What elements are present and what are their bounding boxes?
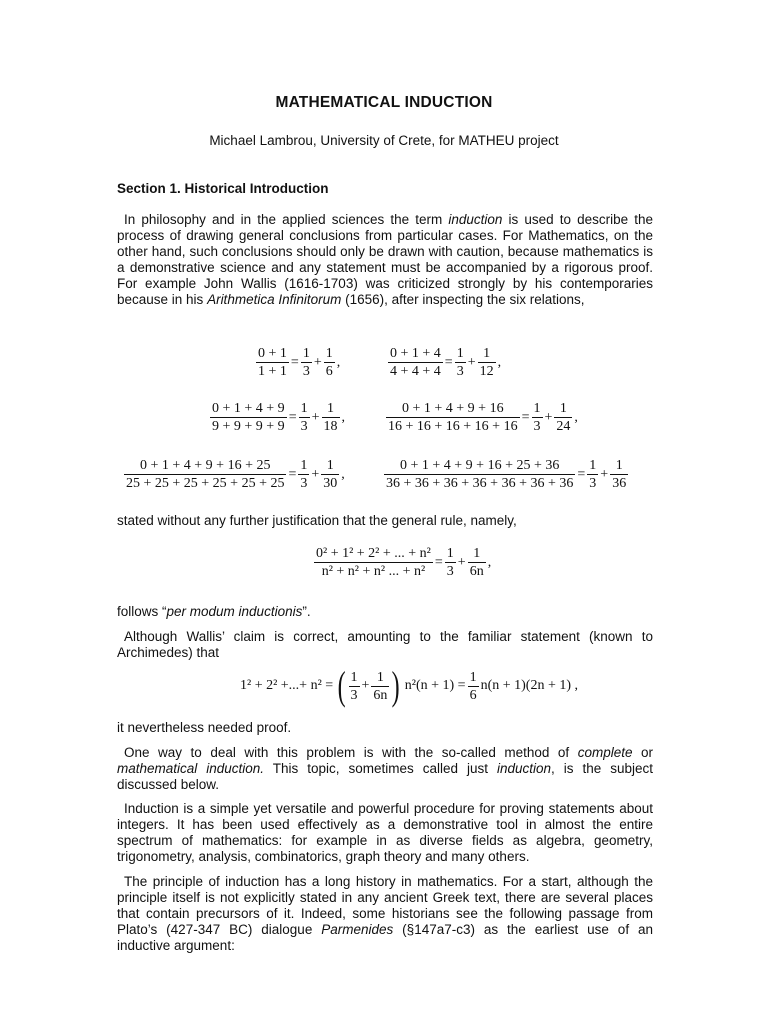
text: One way to deal with this problem is with the so-called method of [124, 745, 578, 760]
emphasis: complete [577, 745, 633, 760]
text: ”. [302, 604, 311, 619]
text: stated without any further justification that the general rule, namely, [117, 513, 517, 528]
eq-b: 3 [589, 476, 597, 491]
eq-c: 1 [325, 346, 333, 361]
eq-d: 24 [556, 419, 571, 434]
text: In philosophy and in the applied sciences the term [124, 212, 449, 227]
text: or [632, 745, 653, 760]
eq-b: 3 [533, 419, 541, 434]
eq-a: 1 [589, 458, 597, 473]
eq-end: , [487, 554, 492, 570]
eq-numerator: 0 + 1 + 4 + 9 + 16 + 25 + 36 [400, 458, 560, 473]
text: This topic, sometimes called just [264, 761, 497, 776]
eq-d: 30 [323, 476, 338, 491]
eq-a: 1 [446, 546, 454, 561]
paragraph-history [117, 874, 653, 954]
eq-c: 1 [473, 546, 481, 561]
equation-sum-of-squares: 1² + 2² +...+ n² = ( $\frac{1}{3}$ + $\frac{1}{6n}$ ) n²(n + 1) = $\frac{1}{6}$ n(n + 1)(2n + 1) , [240, 663, 579, 708]
eq-a: 1 [300, 458, 308, 473]
eq-c: 1 [483, 346, 491, 361]
eq-end: , [497, 354, 502, 370]
text: it nevertheless needed proof. [117, 720, 292, 735]
equation-3: $\frac{0 + 1 + 4 + 9}{9 + 9 + 9 + 9}$ = $\frac{1}{3}$ + $\frac{1}{18}$ , [212, 401, 345, 434]
eq-denominator: 25 + 25 + 25 + 25 + 25 + 25 [126, 476, 285, 491]
text: (§147a7-c3) as the earliest use of an inductive argument: [117, 922, 653, 953]
paragraph-induction-tool [117, 801, 653, 865]
equation-general-rule: $\frac{\text{0² + 1² + 2² + ... + n²}}{\text{n² + n² + n² ... + n²}}$ = $\frac{1}{3}$ + $\frac{1}{6n}$ , [316, 546, 492, 579]
eq-b: 3 [300, 419, 308, 434]
paragraph-complete-induction [117, 745, 653, 793]
paragraph-needed-proof [117, 720, 653, 736]
eq-end: n(n + 1)(2n + 1) , [480, 678, 579, 693]
eq-c: 1 [559, 401, 567, 416]
eq-b: 3 [446, 564, 454, 579]
eq-b: 3 [302, 364, 310, 379]
eq-p3: 1 [376, 669, 384, 685]
equation-5: $\frac{0 + 1 + 4 + 9 + 16 + 25}{25 + 25 + 25 + 25 + 25 + 25}$ = $\frac{1}{3}$ + $\frac{1}{30}$ , [126, 458, 345, 491]
eq-denominator: n² + n² + n² ... + n² [314, 562, 433, 580]
eq-d: 6n [469, 564, 484, 579]
text: The principle of induction has a long history in mathematics. For a start, although the principle itself is not explicitly stated in any ancient Greek text, there are several places that contain precursors of it. Indeed, some historians see the following passage from Plato’s (427-347 BC) dialogue [117, 874, 653, 937]
eq-d: 6 [325, 364, 333, 379]
equation-1: $\frac{0 + 1}{1 + 1}$ = $\frac{1}{3}$ + $\frac{1}{6}$ , [258, 346, 341, 379]
equation-6: $\frac{0 + 1 + 4 + 9 + 16 + 25 + 36}{36 + 36 + 36 + 36 + 36 + 36 + 36}$ = $\frac{1}{3}$ + $\frac{1}{36}$ [386, 458, 627, 491]
eq-numerator: 0 + 1 + 4 [390, 346, 441, 361]
eq-lhs: 1² + 2² +...+ n² = [240, 678, 334, 693]
paragraph-intro [117, 212, 653, 308]
eq-d: 36 [612, 476, 627, 491]
eq-c: 1 [326, 458, 334, 473]
eq-q2: 6 [469, 687, 477, 703]
eq-a: 1 [533, 401, 541, 416]
equation-4: $\frac{0 + 1 + 4 + 9 + 16}{16 + 16 + 16 + 16 + 16}$ = $\frac{1}{3}$ + $\frac{1}{24}$ , [388, 401, 578, 434]
eq-a: 1 [302, 346, 310, 361]
eq-numerator: 0 + 1 + 4 + 9 [212, 401, 285, 416]
eq-b: 3 [300, 476, 308, 491]
eq-q1: 1 [469, 669, 477, 685]
text: Although Wallis’ claim is correct, amounting to the familiar statement (known to Archimedes) that [117, 629, 653, 660]
emphasis: per modum inductionis [166, 604, 303, 619]
equation-2: $\frac{0 + 1 + 4}{4 + 4 + 4}$ = $\frac{1}{3}$ + $\frac{1}{12}$ , [390, 346, 502, 379]
text: is used to describe the process of drawing general conclusions from particular cases. For Mathematics, on the other hand, such conclusions should only be drawn with caution, because mathematics is a demonstrative science and any statement must be accompanied by a rigorous proof. For example John Wallis (1616-1703) was criticized strongly by his contemporaries because in his [117, 212, 653, 307]
emphasis: mathematical induction. [117, 761, 265, 776]
eq-numerator: 0² + 1² + 2² + ... + n² [316, 546, 431, 561]
eq-mid: n²(n + 1) = [404, 678, 466, 693]
eq-c: 1 [327, 401, 334, 416]
eq-a: 1 [300, 401, 308, 416]
eq-end: , [341, 466, 345, 482]
eq-d: 18 [323, 419, 338, 434]
emphasis: Arithmetica Infinitorum [207, 292, 342, 307]
eq-denominator: 4 + 4 + 4 [390, 364, 441, 379]
eq-denominator: 36 + 36 + 36 + 36 + 36 + 36 + 36 [386, 476, 574, 491]
paragraph-wallis-claim [117, 629, 653, 661]
text: Induction is a simple yet versatile and powerful procedure for proving statements about integers. It has been used effectively as a demonstrative tool in almost the entire spectrum of mathematics: for example in as diverse fields as algebra, geometry, trigonometry, analysis, combinatorics, graph theory and many others. [117, 801, 653, 864]
section-heading: Section 1. Historical Introduction [117, 181, 329, 196]
eq-d: 12 [479, 364, 494, 379]
emphasis: Parmenides [321, 922, 394, 937]
eq-numerator: 0 + 1 + 4 + 9 + 16 + 25 [140, 458, 271, 473]
eq-p4: 6n [373, 687, 388, 703]
eq-p2: 3 [350, 687, 358, 703]
emphasis: induction [448, 212, 503, 227]
eq-end: , [574, 409, 578, 425]
eq-numerator: 0 + 1 [258, 346, 287, 361]
emphasis: induction [497, 761, 552, 776]
eq-denominator: 1 + 1 [258, 364, 287, 379]
eq-a: 1 [456, 346, 464, 361]
text: follows “ [117, 604, 167, 619]
paragraph-general-rule [117, 513, 653, 529]
document-title: MATHEMATICAL INDUCTION [275, 94, 493, 111]
author-line: Michael Lambrou, University of Crete, for MATHEU project [209, 133, 559, 148]
paragraph-per-modum [117, 604, 653, 620]
eq-denominator: 9 + 9 + 9 + 9 [212, 419, 285, 434]
eq-numerator: 0 + 1 + 4 + 9 + 16 [402, 401, 504, 416]
eq-c: 1 [615, 458, 623, 473]
text: , is the subject discussed below. [117, 761, 654, 792]
eq-b: 3 [456, 364, 464, 379]
text: (1656), after inspecting the six relations, [341, 292, 585, 307]
eq-p1: 1 [350, 669, 358, 685]
eq-end: , [341, 409, 345, 425]
eq-end: , [336, 354, 341, 370]
eq-denominator: 16 + 16 + 16 + 16 + 16 [388, 419, 518, 434]
